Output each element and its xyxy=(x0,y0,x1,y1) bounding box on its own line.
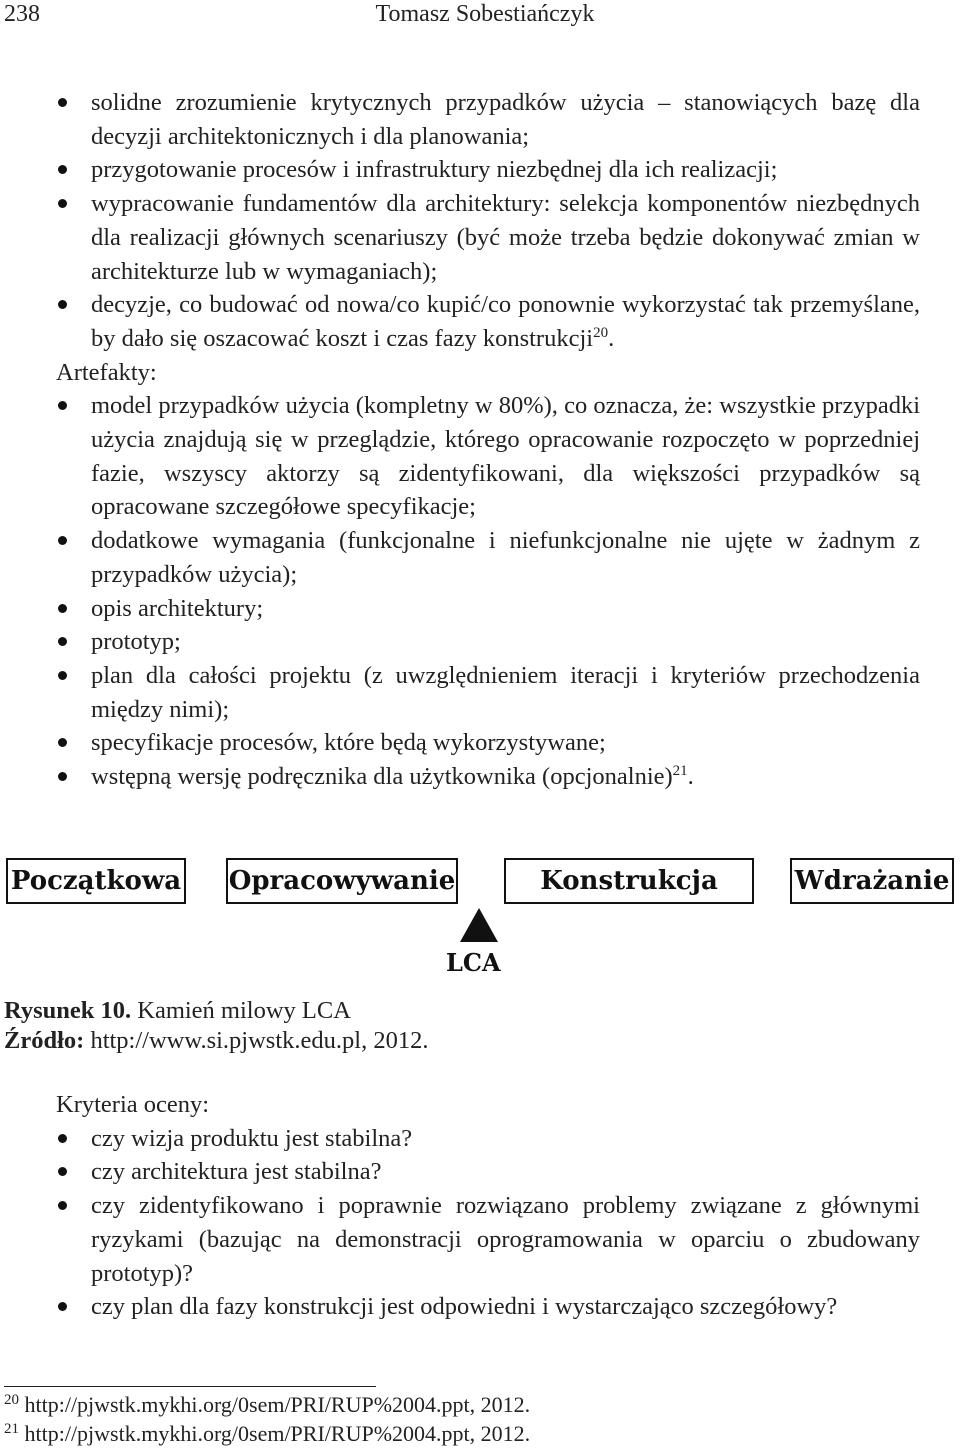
figure-title: Kamień milowy LCA xyxy=(137,997,351,1024)
criteria-heading: Kryteria oceny: xyxy=(56,1091,210,1118)
bullet-icon xyxy=(58,1201,67,1210)
figure-label: Rysunek 10. xyxy=(4,997,132,1024)
artefacts-heading: Artefakty: xyxy=(56,358,157,386)
bullet-icon xyxy=(58,199,67,208)
criteria-section xyxy=(56,1088,920,1324)
list-item: model przypadków użycia (kompletny w 80%), co oznacza, że: wszystkie przypadki użycia znajdują się w przeglądzie, którego opracowanie rozpoczęto w poprzedniej fazie, wszyscy aktorzy są zidentyfikowani, dla większości przypadków są opracowane szczegółowe specyfikacje; xyxy=(56,389,920,524)
footnote-ref[interactable]: 21 xyxy=(672,763,688,780)
list-item: solidne zrozumienie krytycznych przypadków użycia – stanowiących bazę dla decyzji architektonicznych i dla planowania; xyxy=(56,86,920,153)
page-header xyxy=(0,0,960,30)
list-item: czy zidentyfikowano i poprawnie rozwiązano problemy związane z głównymi ryzykami (bazując na demonstracji oprogramowania w oparciu o zbudowany prototyp)? xyxy=(56,1189,920,1290)
phase-inception: Początkowa xyxy=(6,858,186,904)
list-item: wypracowanie fundamentów dla architektury: selekcja komponentów niezbędnych dla realizacji głównych scenariuszy (być może trzeba będzie dokonywać zmian w architekturze lub w wymaganiach); xyxy=(56,187,920,288)
footnote-link[interactable]: http://pjwstk.mykhi.org/0sem/PRI/RUP%2004.ppt, 2012. xyxy=(24,1421,531,1446)
list-item: plan dla całości projektu (z uwzględnieniem iteracji i kryteriów przechodzenia między nimi); xyxy=(56,659,920,726)
list-item: opis architektury; xyxy=(56,592,920,626)
list-item: specyfikacje procesów, które będą wykorzystywane; xyxy=(56,726,920,760)
phase-diagram xyxy=(0,850,960,980)
bullet-icon xyxy=(58,300,67,309)
bullet-icon xyxy=(58,637,67,646)
bullet-icon xyxy=(58,165,67,174)
footnote-ref[interactable]: 20 xyxy=(593,324,609,341)
bullet-icon xyxy=(58,401,67,410)
list-criteria xyxy=(56,1122,920,1324)
bullet-icon xyxy=(58,604,67,613)
figure-caption xyxy=(4,996,428,1056)
footnote-link[interactable]: http://pjwstk.mykhi.org/0sem/PRI/RUP%2004.ppt, 2012. xyxy=(24,1392,531,1417)
source-url: http://www.si.pjwstk.edu.pl, 2012. xyxy=(90,1027,429,1054)
list-item: wstępną wersję podręcznika dla użytkownika (opcjonalnie)$^{21}$. xyxy=(56,760,920,794)
footnote xyxy=(4,1392,530,1418)
milestone-arrow-icon xyxy=(460,908,498,942)
list-item: czy wizja produktu jest stabilna? xyxy=(56,1122,920,1156)
bullet-icon xyxy=(58,1167,67,1176)
phase-construction: Konstrukcja xyxy=(504,858,754,904)
list-item: dodatkowe wymagania (funkcjonalne i niefunkcjonalne nie ujęte w żadnym z przypadków użycia); xyxy=(56,524,920,591)
bullet-icon xyxy=(58,738,67,747)
phase-transition: Wdrażanie xyxy=(790,858,954,904)
list-goals-section xyxy=(56,86,920,794)
list-artefacts xyxy=(56,389,920,793)
bullet-icon xyxy=(58,1134,67,1143)
bullet-icon xyxy=(58,671,67,680)
bullet-icon xyxy=(58,536,67,545)
list-item: czy architektura jest stabilna? xyxy=(56,1155,920,1189)
footnote-number: 21 xyxy=(4,1421,19,1437)
running-author: Tomasz Sobestiańczyk xyxy=(375,1,595,27)
footnote-number: 20 xyxy=(4,1392,19,1408)
phase-elaboration: Opracowywanie xyxy=(226,858,458,904)
list-item: przygotowanie procesów i infrastruktury niezbędnej dla ich realizacji; xyxy=(56,153,920,187)
milestone-label: LCA xyxy=(446,948,501,977)
footnote-separator xyxy=(4,1386,376,1387)
list-goals xyxy=(56,86,920,356)
bullet-icon xyxy=(58,98,67,107)
page-number: 238 xyxy=(4,1,40,27)
list-item: czy plan dla fazy konstrukcji jest odpowiedni i wystarczająco szczegółowy? xyxy=(56,1290,920,1324)
footnote xyxy=(4,1421,530,1447)
list-item: prototyp; xyxy=(56,625,920,659)
list-item: decyzje, co budować od nowa/co kupić/co ponownie wykorzystać tak przemyślane, by dało się oszacować koszt i czas fazy konstrukcji$^{20}$. xyxy=(56,288,920,355)
bullet-icon xyxy=(58,772,67,781)
bullet-icon xyxy=(58,1302,67,1311)
source-label: Źródło: xyxy=(4,1027,85,1054)
